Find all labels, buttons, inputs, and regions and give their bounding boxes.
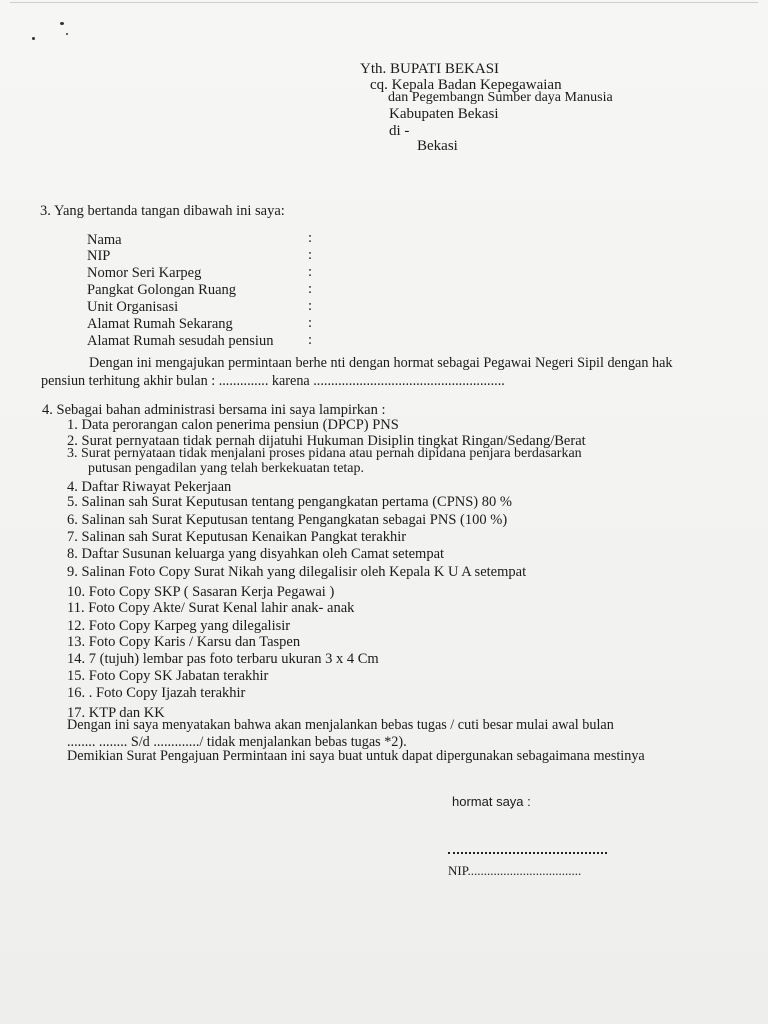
list-item: 17. KTP dan KK bbox=[67, 705, 165, 721]
list-item: putusan pengadilan yang telah berkekuatan tetap. bbox=[88, 461, 365, 476]
signature-nip: NIP................................... bbox=[448, 863, 582, 878]
signature-line bbox=[448, 852, 607, 854]
field-colon: : bbox=[308, 281, 313, 297]
addressee-region: Kabupaten Bekasi bbox=[389, 106, 499, 122]
field-colon: : bbox=[308, 247, 313, 263]
request-line-1: Dengan ini mengajukan permintaan berhe nti dengan hormat sebagai Pegawai Negeri Sipil dengan hak bbox=[89, 355, 673, 371]
field-label-karpeg: Nomor Seri Karpeg bbox=[87, 265, 202, 281]
list-item: 1. Data perorangan calon penerima pensiun (DPCP) PNS bbox=[67, 417, 399, 433]
request-line-2: pensiun terhitung akhir bulan : .............. karena ...................................................... bbox=[41, 373, 505, 389]
addressee-dept: dan Pegembangn Sumber daya Manusia bbox=[388, 90, 613, 105]
addressee-cq: cq. Kepala Badan Kepegawaian bbox=[370, 77, 562, 93]
list-item: 13. Foto Copy Karis / Karsu dan Taspen bbox=[67, 634, 301, 650]
list-item: 16. . Foto Copy Ijazah terakhir bbox=[67, 685, 246, 701]
field-colon: : bbox=[308, 264, 313, 280]
field-label-rank: Pangkat Golongan Ruang bbox=[87, 282, 237, 298]
field-label-retirement-address: Alamat Rumah sesudah pensiun bbox=[87, 333, 274, 349]
list-item: 5. Salinan sah Surat Keputusan tentang pengangkatan pertama (CPNS) 80 % bbox=[67, 494, 512, 510]
field-colon: : bbox=[308, 230, 313, 246]
list-item: 11. Foto Copy Akte/ Surat Kenal lahir anak- anak bbox=[67, 600, 355, 616]
field-colon: : bbox=[308, 298, 313, 314]
list-item: 10. Foto Copy SKP ( Sasaran Kerja Pegawai ) bbox=[67, 584, 335, 600]
list-item: 6. Salinan sah Surat Keputusan tentang Pengangkatan sebagai PNS (100 %) bbox=[67, 512, 508, 528]
list-item: 9. Salinan Foto Copy Surat Nikah yang dilegalisir oleh Kepala K U A setempat bbox=[67, 564, 527, 580]
closing-statement: Demikian Surat Pengajuan Permintaan ini saya buat untuk dapat dipergunakan sebagaimana mestinya bbox=[67, 748, 645, 764]
field-label-current-address: Alamat Rumah Sekarang bbox=[87, 316, 233, 332]
leave-statement-line-1: Dengan ini saya menyatakan bahwa akan menjalankan bebas tugas / cuti besar mulai awal bulan bbox=[67, 717, 614, 733]
field-label-name: Nama bbox=[87, 232, 122, 248]
list-item: 4. Daftar Riwayat Pekerjaan bbox=[67, 479, 232, 495]
scan-speck bbox=[66, 33, 68, 35]
addressee-title: Yth. BUPATI BEKASI bbox=[360, 61, 500, 77]
scan-speck bbox=[60, 22, 64, 25]
addressee-city: Bekasi bbox=[417, 138, 458, 154]
list-item: 2. Surat pernyataan tidak pernah dijatuhi Hukuman Disiplin tingkat Ringan/Sedang/Berat bbox=[67, 433, 586, 449]
section-3-intro: 3. Yang bertanda tangan dibawah ini saya: bbox=[40, 203, 285, 219]
list-item: 8. Daftar Susunan keluarga yang disyahkan oleh Camat setempat bbox=[67, 546, 445, 562]
list-item: 14. 7 (tujuh) lembar pas foto terbaru ukuran 3 x 4 Cm bbox=[67, 651, 379, 667]
list-item: 7. Salinan sah Surat Keputusan Kenaikan Pangkat terakhir bbox=[67, 529, 407, 545]
field-colon: : bbox=[308, 332, 313, 348]
signature-regards: hormat saya : bbox=[452, 794, 531, 809]
section-4-intro: 4. Sebagai bahan administrasi bersama ini saya lampirkan : bbox=[42, 402, 386, 418]
field-label-nip: NIP bbox=[87, 248, 111, 264]
scan-speck bbox=[32, 37, 35, 40]
list-item: 12. Foto Copy Karpeg yang dilegalisir bbox=[67, 618, 291, 634]
field-colon: : bbox=[308, 315, 313, 331]
leave-statement-line-2: ........ ........ S/d ............./ tidak menjalankan bebas tugas *2). bbox=[67, 734, 407, 750]
field-label-unit: Unit Organisasi bbox=[87, 299, 179, 315]
addressee-di: di - bbox=[389, 123, 410, 139]
top-edge-line bbox=[10, 2, 758, 3]
list-item: 15. Foto Copy SK Jabatan terakhir bbox=[67, 668, 269, 684]
list-item: 3. Surat pernyataan tidak menjalani proses pidana atau pernah dipidana penjara berdasarkan bbox=[67, 446, 582, 461]
